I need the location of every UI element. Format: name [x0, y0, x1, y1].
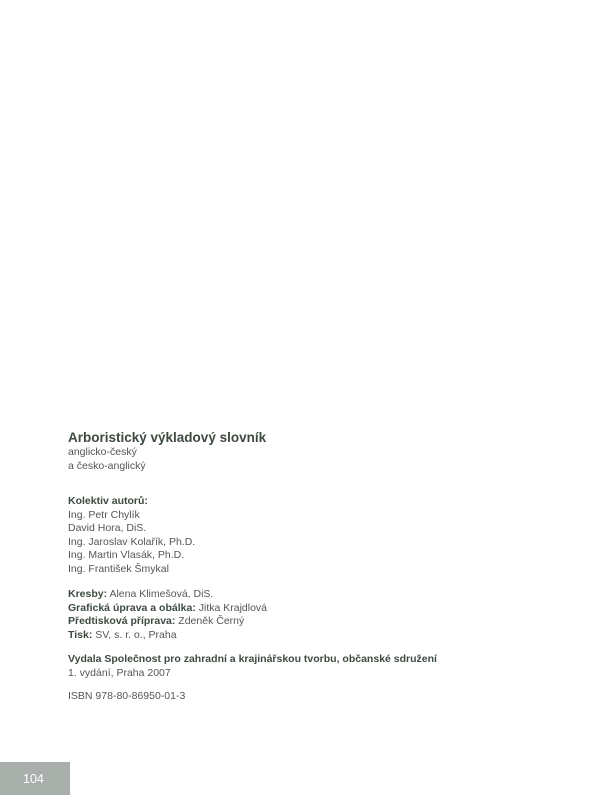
credit-value: Alena Klimešová, DiS.	[107, 588, 214, 600]
author-name: Ing. František Šmykal	[68, 562, 169, 575]
credit-graphic-design	[68, 602, 568, 616]
isbn: ISBN 978-80-86950-01-3	[68, 690, 186, 702]
credit-label: Kresby:	[68, 588, 108, 600]
author-name: Ing. Jaroslav Kolařík, Ph.D.	[68, 535, 196, 548]
author-name: Ing. Petr Chylík	[68, 508, 140, 521]
credit-value: Jitka Krajdlová	[195, 601, 268, 614]
authors-heading: Kolektiv autorů:	[68, 495, 148, 507]
credit-prepress	[68, 615, 568, 629]
book-subtitle-line-2: a česko-anglický	[68, 459, 146, 472]
credit-illustrations	[68, 588, 568, 602]
edition-info: 1. vydání, Praha 2007	[68, 666, 171, 679]
author-name: Ing. Martin Vlasák, Ph.D.	[68, 549, 185, 561]
page-number-tab	[0, 762, 70, 795]
credit-label: Předtisková příprava:	[68, 615, 176, 627]
imprint-block	[68, 430, 568, 704]
credit-value: Zdeněk Černý	[175, 615, 245, 627]
publisher-section	[68, 653, 568, 680]
author-name: David Hora, DiS.	[68, 522, 147, 534]
credit-value: SV, s. r. o., Praha	[92, 628, 177, 641]
credit-label: Tisk:	[68, 628, 93, 641]
book-subtitle-line-1: anglicko-český	[68, 446, 137, 458]
credit-label: Grafická úprava a obálka:	[68, 601, 196, 614]
credit-print	[68, 629, 568, 643]
credits-section	[68, 588, 568, 642]
book-title: Arboristický výkladový slovník	[68, 430, 267, 445]
publisher-name: Vydala Společnost pro zahradní a krajinářskou tvorbu, občanské sdružení	[68, 653, 437, 665]
authors-section	[68, 495, 568, 576]
page-number: 104	[23, 772, 44, 786]
